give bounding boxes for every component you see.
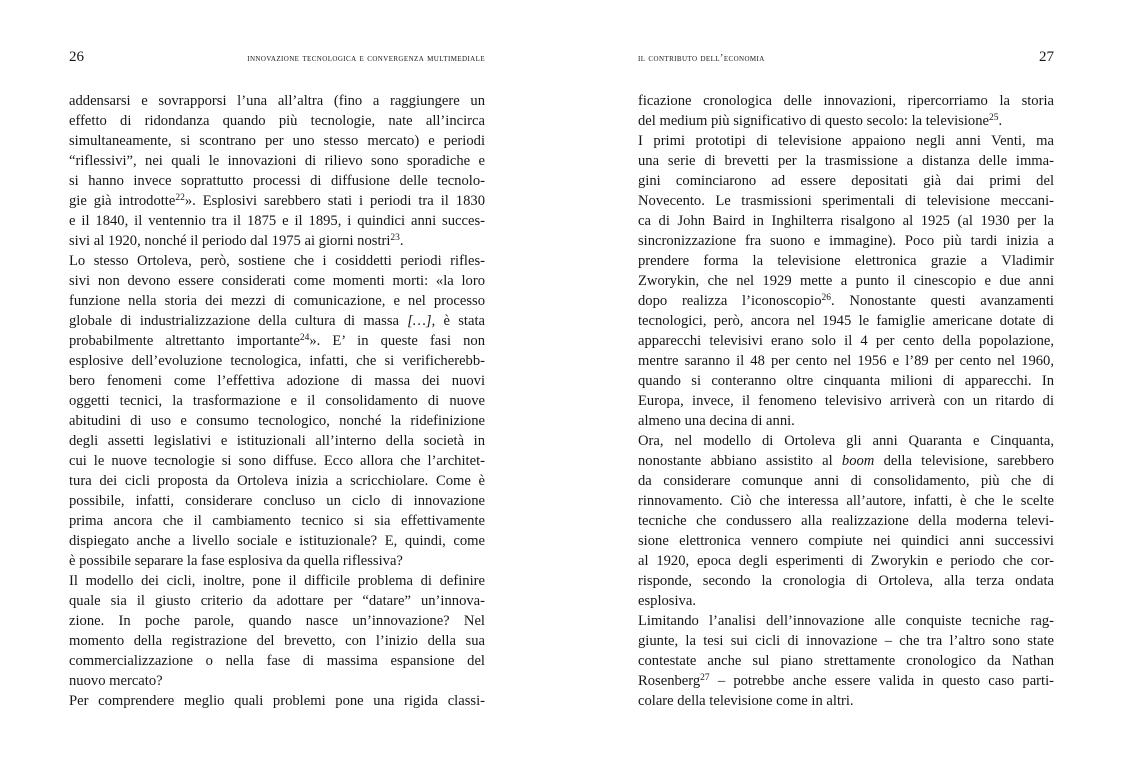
text-line: quando si conteranno oltre cinquanta milioni di apparecchi. In	[638, 373, 1054, 389]
text-line: Europa, invece, il fenomeno televisivo arriverà con un ritardo di	[638, 393, 1054, 409]
text-line	[638, 291, 1054, 311]
text-line: sincronizzazione fra suono e immagine). Poco più tardi inizia a	[638, 233, 1054, 249]
text-line: prendere forma la televisione elettronica grazie a Vladimir	[638, 253, 1054, 269]
right-page-header	[638, 48, 1054, 70]
text-line: al 1920, epoca degli esperimenti di Zworykin e periodo che cor-	[638, 553, 1054, 569]
italic-term: boom	[841, 453, 875, 469]
text-line: mentre saranno il 48 per cento nel 1956 e l’89 per cento nel 1960,	[638, 353, 1054, 369]
text-segment: globale di industrializzazione della cultura di massa	[69, 313, 408, 329]
paragraph-end-line: esplosiva.	[638, 593, 696, 609]
text-line: ficazione cronologica delle innovazioni, ripercorriamo la storia	[638, 93, 1054, 109]
text-segment: dopo realizza l’iconoscopio	[638, 293, 822, 309]
text-line: I primi prototipi di televisione appaiono negli anni Venti, ma	[638, 133, 1054, 149]
text-line: prima ancora che il cambiamento tecnico si sia effettivamente	[69, 513, 485, 529]
text-line: si hanno invece soprattutto processi di diffusione delle tecnolo-	[69, 173, 485, 189]
text-line: ca di John Baird in Inghilterra risalgono al 1925 (al 1930 per la	[638, 213, 1054, 229]
text-segment: della televisione, sarebbero	[874, 453, 1054, 469]
right-page-body	[638, 91, 1054, 711]
text-line: Ora, nel modello di Ortoleva gli anni Quaranta e Cinquanta,	[638, 433, 1054, 449]
text-line: commercializzazione o nella fase di massima espansione del	[69, 653, 485, 669]
text-line: funzione nella storia dei mezzi di comunicazione, e nel processo	[69, 293, 485, 309]
text-line: rinnovamento. Ciò che interessa all’autore, infatti, è che le scelte	[638, 493, 1054, 509]
text-line	[638, 451, 1054, 471]
text-line: Lo stesso Ortoleva, però, sostiene che i cosiddetti periodi rifles-	[69, 253, 485, 269]
text-line: apparecchi televisivi erano solo il 4 per cento della popolazione,	[638, 333, 1054, 349]
text-line: oggetti tecnici, la trasformazione e il consolidamento di nuove	[69, 393, 485, 409]
page-number: 26	[69, 49, 84, 65]
text-line: degli assetti legislativi e istituzionali all’interno della società in	[69, 433, 485, 449]
paragraph-end-line: è possibile separare la fase esplosiva da quella riflessiva?	[69, 553, 403, 569]
text-line: Novecento. Le trasmissioni sperimentali di televisione meccani-	[638, 193, 1054, 209]
page-number: 27	[1039, 49, 1054, 65]
text-line	[638, 671, 1054, 691]
text-line: Limitando l’analisi dell’innovazione alle conquiste tecniche rag-	[638, 613, 1054, 629]
text-line: addensarsi e sovrapporsi l’una all’altra (fino a raggiungere un	[69, 93, 485, 109]
footnote-marker[interactable]: 23	[390, 233, 400, 243]
text-segment: – potrebbe anche essere valida in questo caso parti-	[709, 673, 1054, 689]
paragraph-end-line: nuovo mercato?	[69, 673, 163, 689]
text-line	[69, 191, 485, 211]
text-line: sivi non devono essere considerati come momenti morti: «la loro	[69, 273, 485, 289]
text-segment: ». Esplosivi sarebbero stati i periodi tra il 1830	[184, 193, 485, 209]
footnote-marker[interactable]: 24	[299, 333, 310, 343]
text-line: quale sia il giusto criterio da adottare per “datare” un’innova-	[69, 593, 485, 609]
text-line: “riflessivi”, nei quali le innovazioni di rilievo sono sporadiche e	[69, 153, 485, 169]
text-line: abitudini di uso e consumo tecnologico, nonché la ridefinizione	[69, 413, 485, 429]
text-segment: del medium più significativo di questo secolo: la televisione	[638, 113, 989, 129]
text-segment: nonostante abbiano assistito al	[638, 453, 842, 469]
footnote-marker[interactable]: 25	[989, 113, 999, 123]
text-line: sione elettronica vennero compiute nei quindici anni successivi	[638, 533, 1054, 549]
text-segment: Rosenberg	[638, 673, 701, 689]
text-line: una serie di brevetti per la trasmissione a distanza delle imma-	[638, 153, 1054, 169]
text-line: bero fenomeni come l’effettiva adozione di massa dei nuovi	[69, 373, 485, 389]
text-line: simultaneamente, si scontrano per uno stesso mercato) e periodi	[69, 133, 485, 149]
text-line: esplosive dell’evoluzione tecnologica, infatti, che si verificherebb-	[69, 353, 485, 369]
text-segment: gie già introdotte	[69, 193, 176, 209]
text-segment: .	[399, 233, 404, 249]
text-line: da considerare comunque anni di consolidamento, più che di	[638, 473, 1054, 489]
text-line: dispiegato anche a livello sociale e istituzionale? E, quindi, come	[69, 533, 485, 549]
text-line: contestate anche sul piano strettamente cronologico da Nathan	[638, 653, 1054, 669]
text-line: zione. In poche parole, quando nasce un’innovazione? Nel	[69, 613, 485, 629]
paragraph-end-line	[69, 231, 485, 251]
text-segment: ». E’ in queste fasi non	[309, 333, 485, 349]
text-line: tecnologici, però, ancora nel 1945 le famiglie americane dotate di	[638, 313, 1054, 329]
text-segment: , è stata	[431, 313, 485, 329]
running-head: il contributo dell’economia	[638, 53, 765, 64]
text-line: giunte, la tesi sui cicli di innovazione – che tra l’altro sono state	[638, 633, 1054, 649]
text-line: cui le nuove tecnologie si sono diffuse. Ecco allora che l’architet-	[69, 453, 485, 469]
left-page-header	[69, 48, 485, 70]
footnote-marker[interactable]: 27	[700, 673, 710, 683]
text-line: effetto di ridondanza quando più tecnologie, nate all’incirca	[69, 113, 485, 129]
text-line: gini cominciarono ad essere depositati già dai primi del	[638, 173, 1054, 189]
text-segment: .	[998, 113, 1003, 129]
footnote-marker[interactable]: 26	[821, 293, 831, 303]
footnote-marker[interactable]: 22	[175, 193, 185, 203]
paragraph-end-line: almeno una decina di anni.	[638, 413, 795, 429]
text-segment: probabilmente altrettanto importante	[69, 333, 300, 349]
paragraph-end-line	[638, 111, 1054, 131]
ellipsis-italic: […]	[407, 313, 432, 329]
text-line: momento della registrazione del brevetto, con l’inizio della sua	[69, 633, 485, 649]
paragraph-end-line: colare della televisione come in altri.	[638, 693, 854, 709]
running-head: innovazione tecnologica e convergenza multimediale	[247, 53, 485, 64]
text-line: Zworykin, che nel 1929 mette a punto il cinescopio e due anni	[638, 273, 1054, 289]
left-page-body	[69, 91, 485, 711]
text-line: risponde, secondo la cronologia di Ortoleva, alla terza ondata	[638, 573, 1054, 589]
text-line: tecniche che condussero alla realizzazione della moderna televi-	[638, 513, 1054, 529]
text-line: Il modello dei cicli, inoltre, pone il difficile problema di definire	[69, 573, 485, 589]
text-line: e il 1840, il ventennio tra il 1875 e il 1895, i quindici anni succes-	[69, 213, 485, 229]
text-line	[69, 331, 485, 351]
text-segment: . Nonostante questi avanzamenti	[831, 293, 1054, 309]
text-line: tura dei cicli proposta da Ortoleva inizia a scricchiolare. Come è	[69, 473, 485, 489]
text-line: possibile, infatti, considerare concluso un ciclo di innovazione	[69, 493, 485, 509]
text-segment: sivi al 1920, nonché il periodo dal 1975 ai giorni nostri	[69, 233, 391, 249]
text-line: Per comprendere meglio quali problemi pone una rigida classi-	[69, 693, 485, 709]
text-line	[69, 311, 485, 331]
